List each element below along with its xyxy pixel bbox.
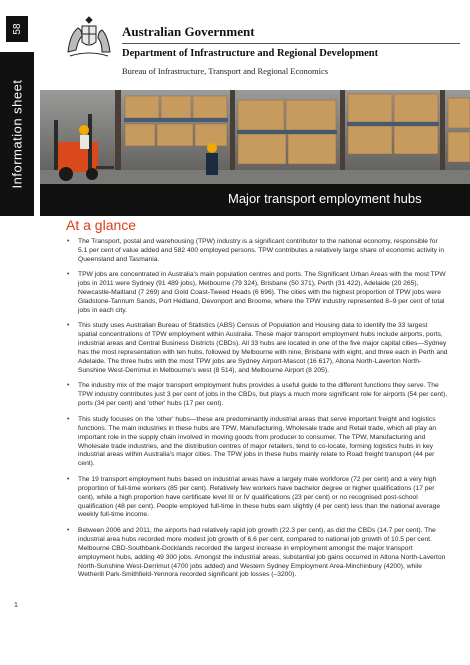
sidebar: [0, 0, 34, 665]
government-name: Australian Government: [122, 24, 255, 39]
page-number: 1: [14, 602, 18, 609]
sheet-number: 58: [6, 16, 28, 42]
coat-of-arms-logo: [62, 14, 116, 62]
bullet-item: • The industry mix of the major transport employment hubs provides a useful guide to the different functions they serve. The TPW industry contributes just 3 per cent of jobs in the CBDs, but plays a much more significant role for airports (54 per cent), ports (34 per cent) and 'other' hubs (17 per cent).: [64, 382, 448, 409]
bullet-item: • The 19 transport employment hubs based on industrial areas have a largely male workforce (72 per cent) and a very high proportion of full-time workers (85 per cent). Relatively few workers have bachelor degree or higher qualifications (17 per cent), while a high proportion have certificate level III or IV qualifications (23 per cent) or no recognised post-school qualification (48 per cent). People employed full-time in these hubs earn slightly (4 per cent) less than the national average weekly full-time income.: [64, 476, 448, 521]
information-sheet-tab: [0, 52, 34, 216]
bullet-item: • TPW jobs are concentrated in Australia's main population centres and ports. The Significant Urban Areas with the most TPW jobs in 2011 were Sydney (91 489 jobs), Melbourne (79 324), Brisbane (50 371), Perth (31 422), Adelaide (20 265), Newcastle-Maitland (7 269) and Gold Coast-Tweed Heads (6 696). The cities with the highest proportion of TPW jobs were Gladstone-Tannum Sands, Port Hedland, Devonport and Broome, where the TPW industry represented 8–9 per cent of total jobs in each city.: [64, 271, 448, 316]
information-sheet-label: Information sheet: [9, 79, 25, 189]
bullet-item: • Between 2006 and 2011, the airports had relatively rapid job growth (22.3 per cent), as did the CBDs (14.7 per cent). The industrial area hubs recorded more modest job growth of 6.6 per cent, compared to national job growth of 10.5 per cent. Melbourne CBD-Southbank-Docklands recorded the largest increase in employment amongst the major transport employment hubs, adding 49 300 jobs. Amongst the industrial areas, substantial job gains occurred in Altona North-Laverton North-Sunshine West-Derrimut (4700 jobs added) and Western Sydney Employment Area-Minchinbury (4200), while Wetherill Park-Smithfield-Yennora recorded significant job losses (–3200).: [64, 527, 448, 580]
bullet-item: • This study uses Australian Bureau of Statistics (ABS) Census of Population and Housing data to identify the 33 largest spatial concentrations of TPW employment within Australia. These major transport employment hubs include airports, ports, industrial areas and Central Business Districts (CBDs). All 33 hubs are located in one of the five major capital cities—Sydney has the most representation with ten hubs, followed by Melbourne with nine, Brisbane with eight, and three each in Perth and Adelaide. The three hubs with the most TPW jobs are Sydney Airport-Mascot (16 617), Altona North-Laverton North-Sunshine West-Derrimut in Melbourne's west (8 514), and Melbourne Airport (8 205).: [64, 322, 448, 375]
bullet-item: • This study focuses on the 'other' hubs—these are predominantly industrial areas that serve important freight and logistics functions. The main industries in these hubs are TPW, Manufacturing, Wholesale trade and Retail trade, which all play an important role in the supply chain involved in moving goods from producer to consumer. The TPW, Manufacturing and Wholesale trade industries, and the distribution centres of major retailers, tend to co-locate, forming logistics hubs in key industrial areas within Australia's major cities. The TPW jobs in these hubs mainly relate to Road freight transport (44 per cent).: [64, 416, 448, 469]
section-heading: At a glance: [66, 217, 137, 233]
bureau-name: Bureau of Infrastructure, Transport and Regional Economics: [122, 66, 329, 76]
title-banner: [40, 184, 470, 216]
summary-bullet-list: [64, 238, 448, 587]
document-title: Major transport employment hubs: [228, 191, 422, 206]
letterhead: [62, 14, 462, 84]
department-name: Department of Infrastructure and Regional Development: [122, 48, 379, 59]
warehouse-photo: [40, 90, 470, 184]
header-divider: [122, 43, 460, 44]
bullet-item: • The Transport, postal and warehousing (TPW) industry is a significant contributor to the national economy, responsible for 5.1 per cent of value added and 582 400 employed persons. TPW contributes a relatively large share of economic activity in Queensland and Tasmania.: [64, 238, 448, 265]
